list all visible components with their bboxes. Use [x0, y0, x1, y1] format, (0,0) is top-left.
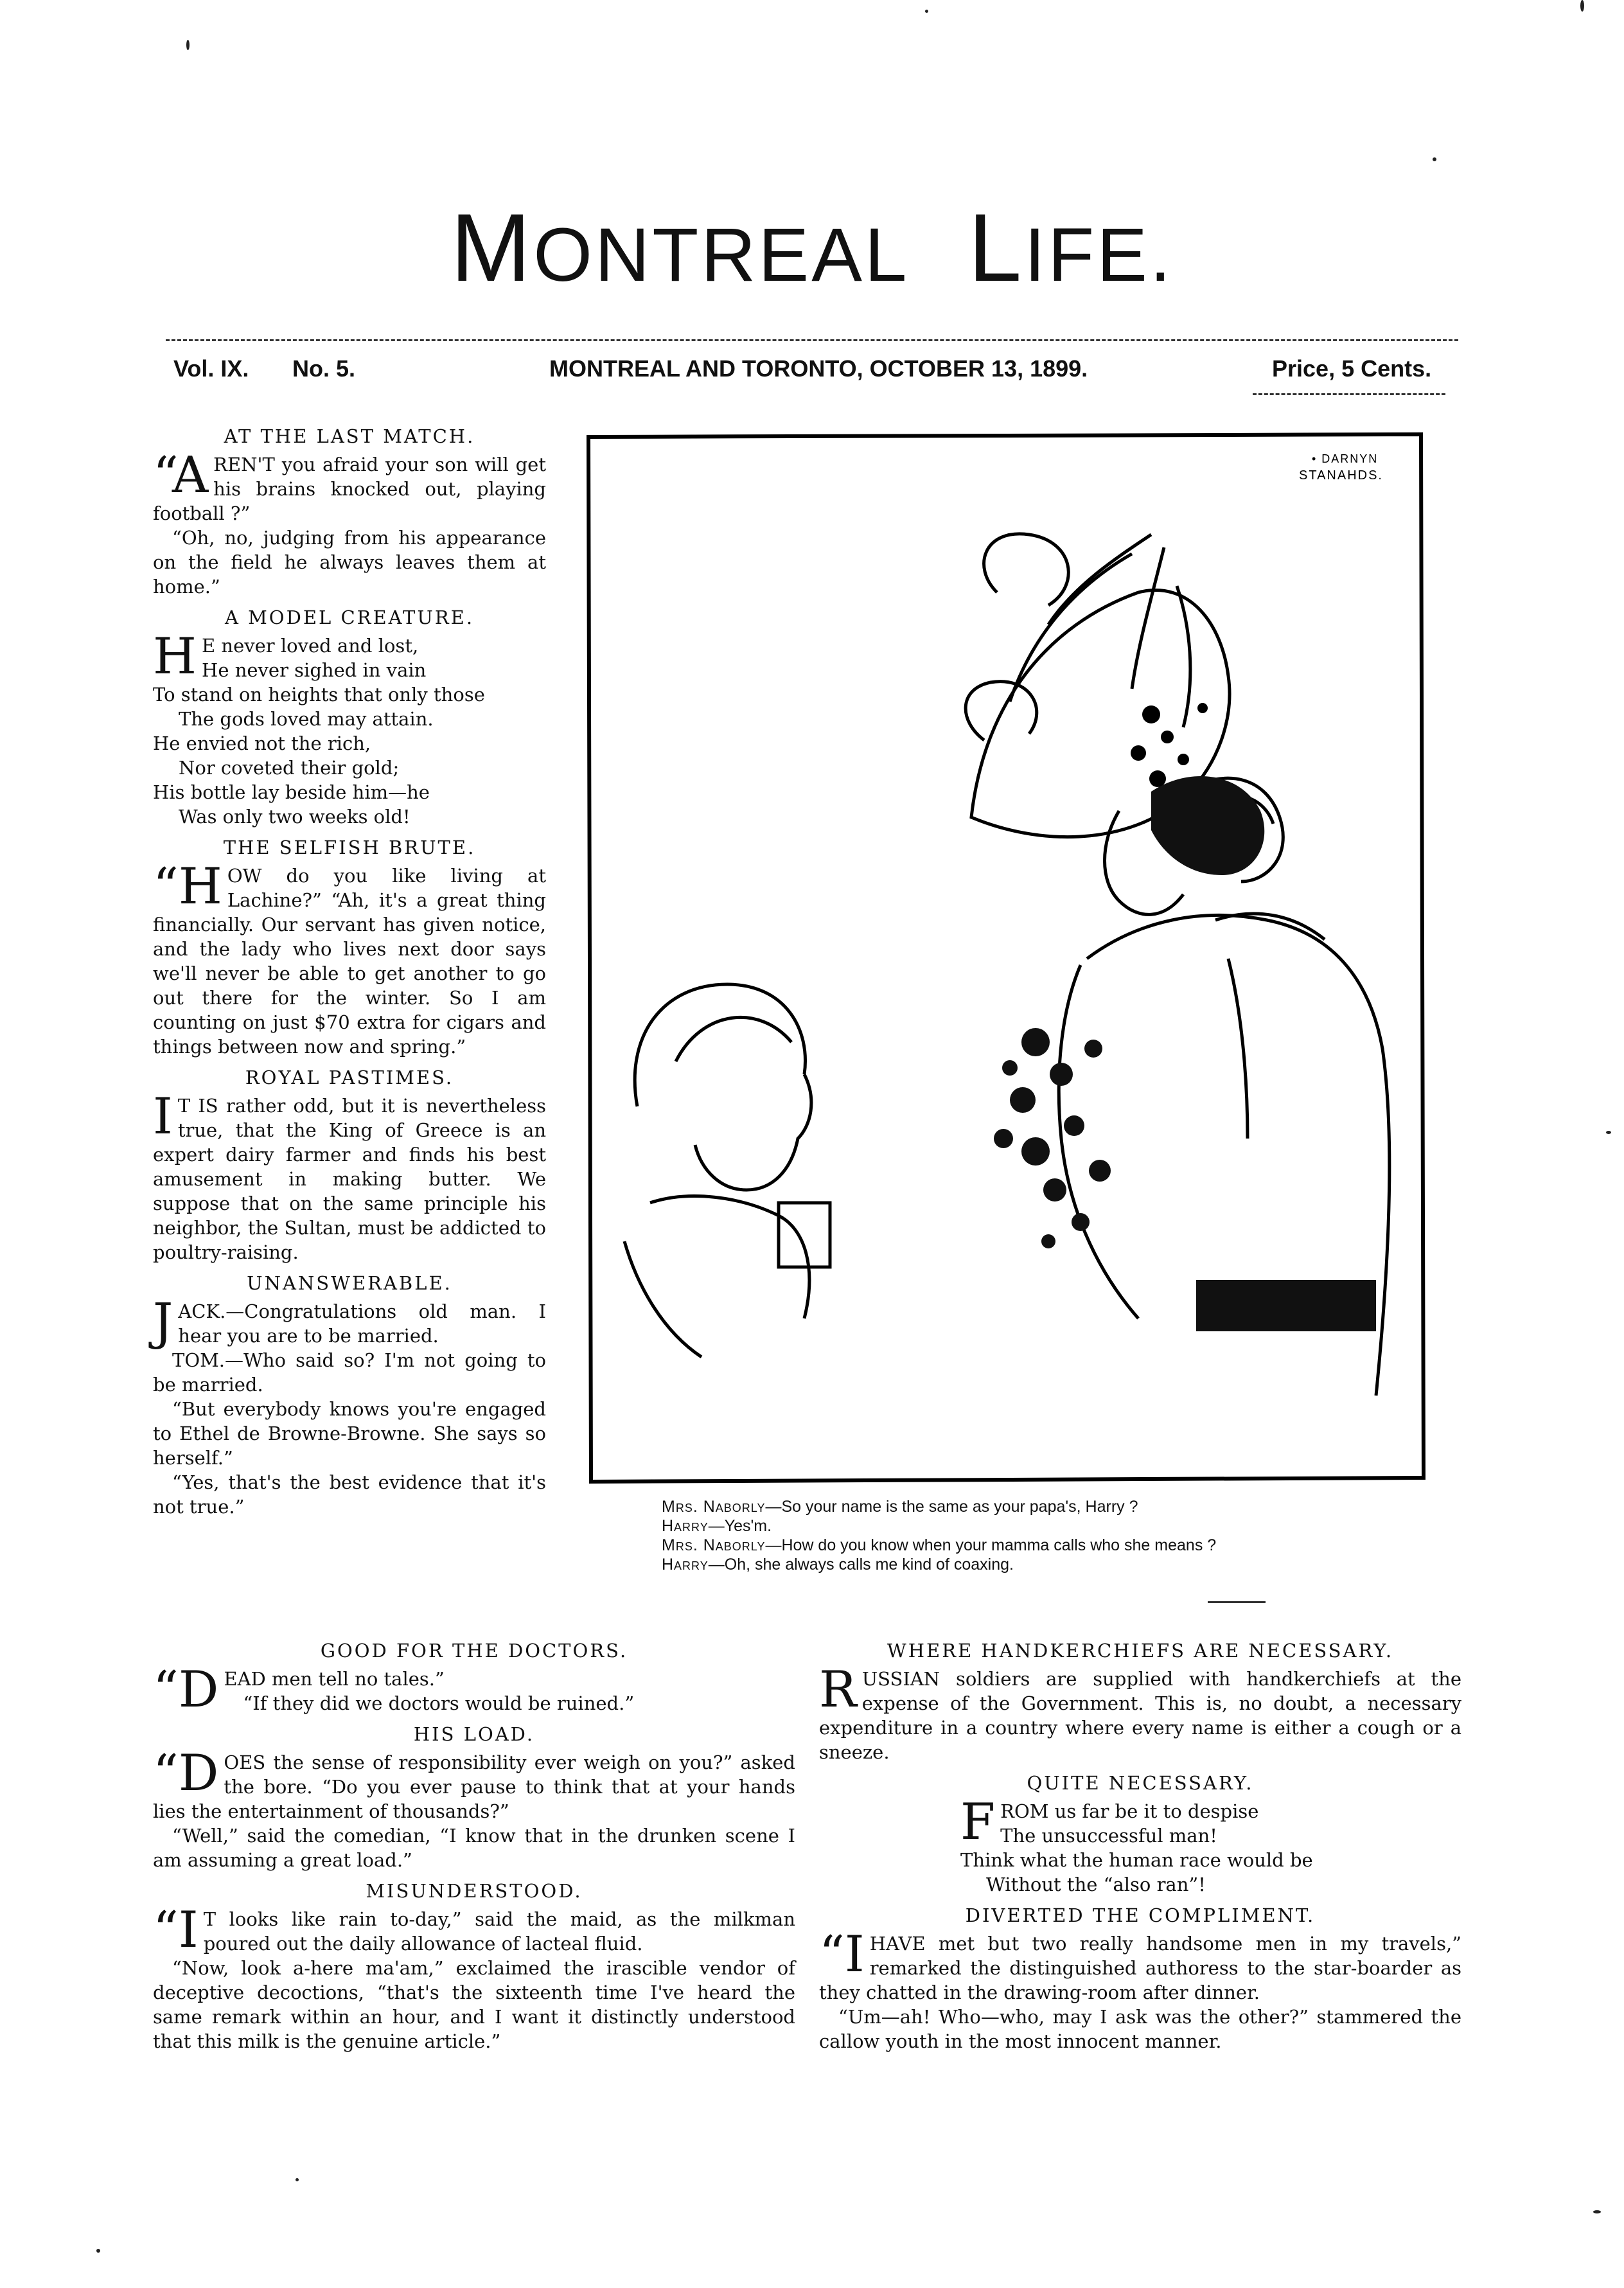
- caption-speaker: Harry: [662, 1556, 709, 1574]
- dropcap: “A: [153, 447, 209, 504]
- paragraph: “Oh, no, judging from his appearance on the field he always leaves them at home.”: [153, 527, 546, 598]
- paragraph: “Um—ah! Who—who, may I ask was the other?” stammered the callow youth in the most innocent manner.: [819, 2006, 1461, 2052]
- verse-line: E never loved and lost,: [202, 635, 419, 657]
- print-speck: [1433, 157, 1436, 161]
- paragraph: “Yes, that's the best evidence that it's not true.”: [153, 1471, 546, 1518]
- heading-unanswerable: UNANSWERABLE.: [247, 1272, 452, 1294]
- masthead-rule: [166, 339, 1458, 341]
- dropcap: “H: [153, 858, 222, 916]
- child-drawing: [624, 984, 811, 1357]
- masthead-word-ife: IFE.: [1024, 213, 1174, 297]
- lady-hair: [1151, 776, 1264, 875]
- verse-line: Think what the human race would be: [960, 1849, 1313, 1871]
- print-speck: [96, 2249, 100, 2253]
- dropcap: “D: [153, 1661, 219, 1719]
- heading-quite-necessary: QUITE NECESSARY.: [1027, 1772, 1254, 1794]
- artist-signature-1: • DARNYN: [1312, 452, 1379, 465]
- place-date: MONTREAL AND TORONTO, OCTOBER 13, 1899.: [549, 355, 1088, 382]
- paragraph: T IS rather odd, but it is nevertheless true, that the King of Greece is an expert dairy farmer and finds his best amusement in making butter. We suppose that on the same principle his neighbor, the Sultan, must be addicted to poultry-raising.: [153, 1095, 546, 1263]
- illustration-caption: [662, 1497, 1433, 1574]
- heading-good-for-doctors: GOOD FOR THE DOCTORS.: [320, 1640, 628, 1662]
- paragraph: “Now, look a-here ma'am,” exclaimed the irascible vendor of deceptive decoctions, “that's the sixteenth time I've heard the same remark within an hour, and I want it distinctly understood that this milk is the genuine article.”: [153, 1957, 795, 2052]
- verse-line: Without the “also ran”!: [986, 1874, 1206, 1895]
- volume-label: Vol. IX.: [173, 355, 249, 382]
- paragraph: “Well,” said the comedian, “I know that in the drunken scene I am assuming a great load.”: [153, 1825, 795, 1871]
- paragraph: OES the sense of responsibility ever weigh on you?” asked the bore. “Do you ever pause to think that at your hands lies the entertainment of thousands?”: [153, 1751, 795, 1822]
- poem-model-creature: [153, 628, 546, 829]
- masthead-title: [0, 193, 1624, 301]
- paragraph: “But everybody knows you're engaged to Ethel de Browne-Browne. She says so herself.”: [153, 1398, 546, 1469]
- verse-line: He never sighed in vain: [202, 659, 427, 681]
- caption-line: [662, 1516, 1433, 1536]
- print-speck: [925, 10, 928, 13]
- paragraph: “Ah, it's a great thing financially. Our servant has given notice, and the lady who lives next door says we'll never be able to get another to go out there for the winter. So I am counting on just $70 extra for cigars and things between now and spring.”: [153, 889, 546, 1058]
- dropcap: I: [153, 1088, 173, 1146]
- print-speck: [186, 40, 190, 50]
- paragraph: EAD men tell no tales.”: [224, 1668, 445, 1690]
- verse-line: Nor coveted their gold;: [179, 757, 400, 779]
- dropcap: R: [819, 1661, 857, 1719]
- heading-diverted: DIVERTED THE COMPLIMENT.: [965, 1904, 1316, 1926]
- heading-misunderstood: MISUNDERSTOOD.: [366, 1880, 583, 1902]
- dropcap: “D: [153, 1744, 219, 1802]
- bouquet: [994, 1028, 1111, 1248]
- dateline: [173, 355, 1458, 387]
- caption-rule: [1208, 1601, 1266, 1603]
- masthead-initial-l: L: [967, 193, 1025, 301]
- masthead-word-ontreal: ONTREAL: [533, 213, 910, 297]
- illustration-lady-and-child: [586, 432, 1427, 1485]
- paragraph: REN'T you afraid your son will get his brains knocked out, playing football ?”: [153, 454, 546, 524]
- caption-text: —Oh, she always calls me kind of coaxing.: [708, 1556, 1014, 1574]
- heading-selfish-brute: THE SELFISH BRUTE.: [223, 837, 476, 858]
- bottom-right-column: [819, 1632, 1461, 2053]
- print-speck: [1580, 0, 1584, 12]
- caption-line: [662, 1555, 1433, 1574]
- print-speck: [296, 2178, 299, 2181]
- heading-handkerchiefs: WHERE HANDKERCHIEFS ARE NECESSARY.: [887, 1640, 1394, 1662]
- bottom-left-column: [153, 1632, 795, 2053]
- lady-belt: [1196, 1280, 1376, 1331]
- left-column: [153, 418, 546, 1519]
- child-toy: [779, 1203, 830, 1267]
- caption-speaker: Harry: [662, 1517, 709, 1535]
- verse-line: Was only two weeks old!: [179, 806, 410, 828]
- dropcap: F: [960, 1793, 996, 1851]
- caption-speaker: Mrs. Naborly: [662, 1536, 766, 1554]
- caption-line: [662, 1497, 1433, 1516]
- issue-number: No. 5.: [292, 355, 356, 382]
- print-speck: [1593, 2210, 1601, 2213]
- verse-line: ROM us far be it to despise: [1000, 1800, 1259, 1822]
- heading-royal-pastimes: ROYAL PASTIMES.: [245, 1067, 454, 1088]
- price-rule: [1253, 393, 1445, 395]
- paragraph: OW do you like living at Lachine?”: [227, 865, 546, 911]
- price-label: Price, 5 Cents.: [1272, 355, 1432, 382]
- hat-flowers: [1131, 703, 1208, 787]
- caption-text: —How do you know when your mamma calls who she means ?: [765, 1536, 1217, 1554]
- caption-line: [662, 1536, 1433, 1555]
- heading-model-creature: A MODEL CREATURE.: [224, 607, 475, 628]
- print-speck: [1606, 1131, 1611, 1134]
- dropcap: J: [153, 1293, 173, 1351]
- paragraph: USSIAN soldiers are supplied with handkerchiefs at the expense of the Government. This is, no doubt, a necessary expenditure in a country where every name is either a cough or a sneeze.: [819, 1668, 1461, 1763]
- heading-his-load: HIS LOAD.: [413, 1723, 535, 1745]
- caption-text: —Yes'm.: [708, 1517, 772, 1535]
- artist-signature-2: STANAHDS.: [1299, 468, 1383, 483]
- paragraph: “If they did we doctors would be ruined.”: [243, 1692, 635, 1714]
- dropcap: “I: [819, 1926, 865, 1983]
- paragraph: ACK.—Congratulations old man. I hear you are to be married.: [178, 1300, 546, 1347]
- verse-line: The gods loved may attain.: [179, 708, 434, 730]
- caption-speaker: Mrs. Naborly: [662, 1498, 766, 1516]
- masthead-initial-m: M: [450, 193, 534, 301]
- paragraph: HAVE met but two really handsome men in my travels,” remarked the distinguished authoress to the star-boarder as they chatted in the drawing-room after dinner.: [819, 1933, 1461, 2003]
- poem-quite-necessary: [819, 1793, 1461, 1897]
- verse-line: The unsuccessful man!: [1000, 1825, 1217, 1847]
- verse-line: He envied not the rich,: [153, 732, 371, 754]
- paragraph: T looks like rain to-day,” said the maid, as the milkman poured out the daily allowance of lacteal fluid.: [203, 1908, 795, 1955]
- verse-line: His bottle lay beside him—he: [153, 781, 430, 803]
- dropcap: H: [153, 628, 197, 686]
- heading-last-match: AT THE LAST MATCH.: [224, 425, 475, 447]
- verse-line: To stand on heights that only those: [153, 684, 485, 705]
- paragraph: TOM.—Who said so? I'm not going to be married.: [153, 1349, 546, 1396]
- dropcap: “I: [153, 1901, 199, 1959]
- caption-text: —So your name is the same as your papa's, Harry ?: [765, 1498, 1138, 1516]
